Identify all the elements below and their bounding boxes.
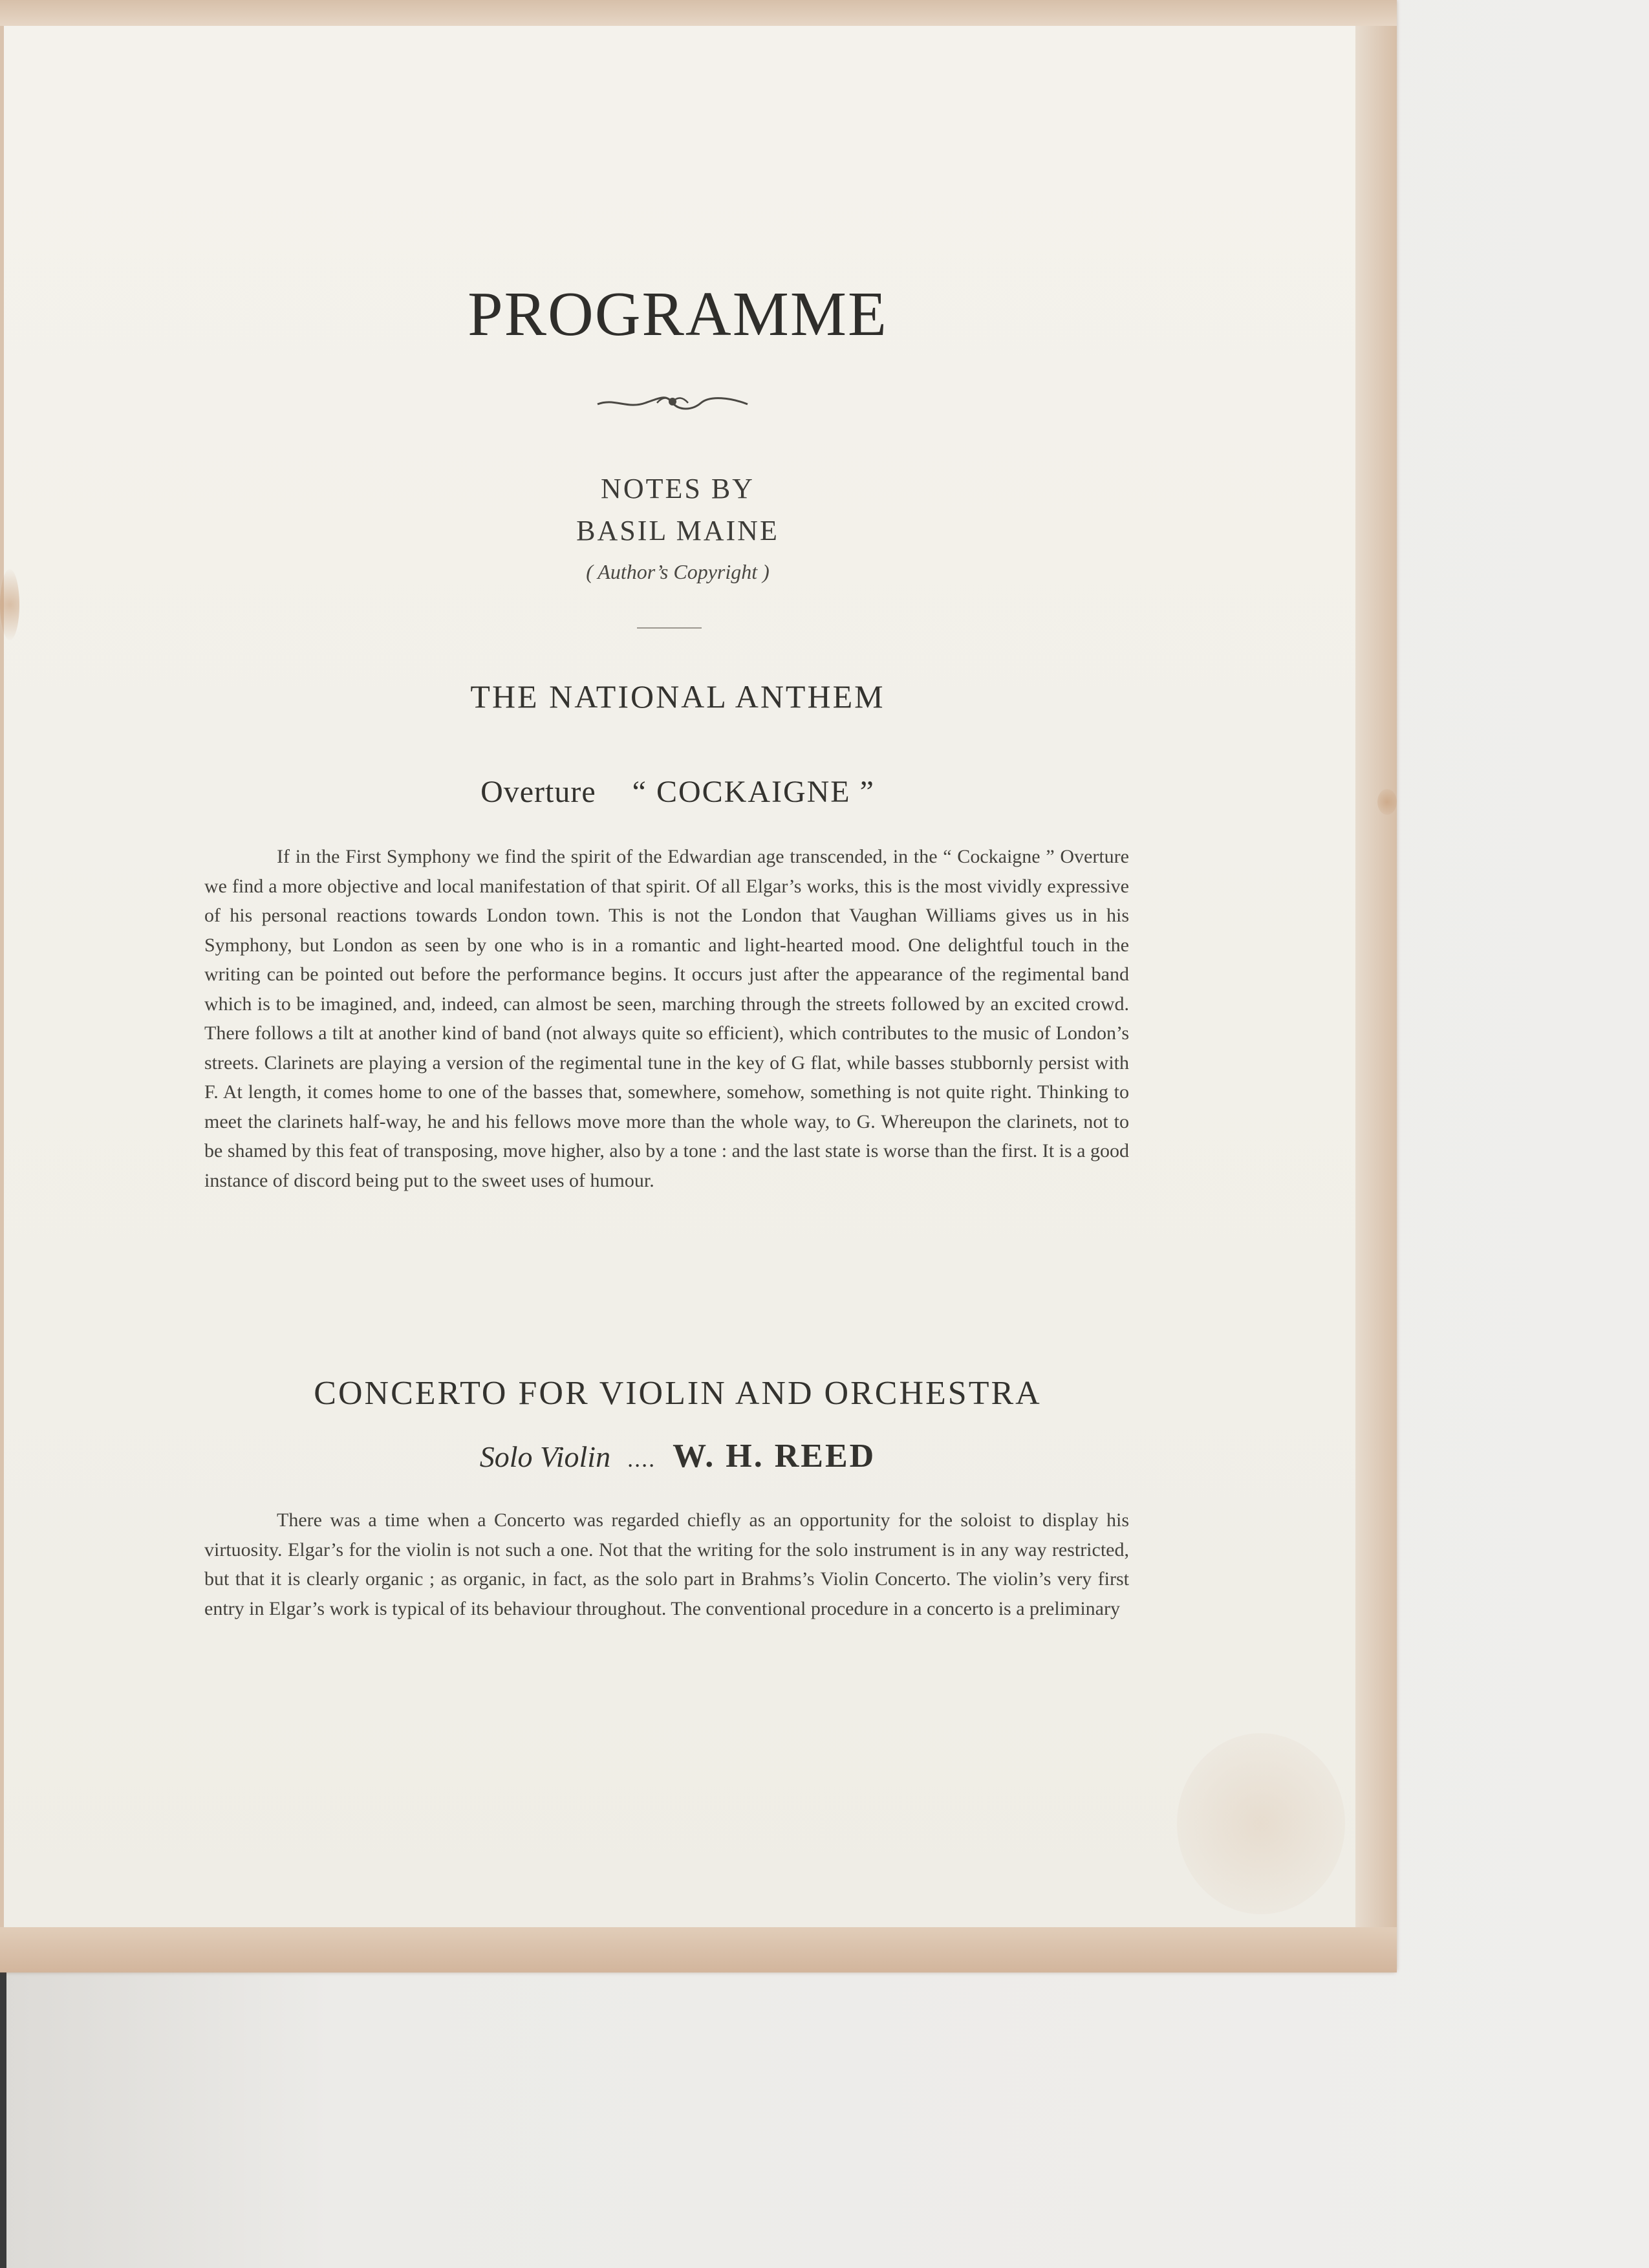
section-heading-national-anthem: THE NATIONAL ANTHEM xyxy=(470,678,885,715)
divider-rule xyxy=(637,627,702,629)
section-heading-overture xyxy=(0,774,1355,810)
copyright-note: ( Author’s Copyright ) xyxy=(586,560,770,583)
foxing-spot xyxy=(1377,789,1397,815)
page-edge-bottom xyxy=(0,1927,1397,1972)
overture-prefix: Overture xyxy=(480,775,596,809)
page-edge-right xyxy=(1355,26,1397,1927)
solo-label: Solo Violin xyxy=(479,1440,611,1473)
soloist-name: W. H. REED xyxy=(673,1438,876,1474)
notes-by-label: NOTES BY xyxy=(601,473,755,504)
page-title: PROGRAMME xyxy=(468,279,888,349)
scanner-edge xyxy=(0,1927,6,2268)
concerto-notes xyxy=(204,1506,1129,1623)
solo-dots: .... xyxy=(627,1446,656,1472)
soloist-credit xyxy=(0,1437,1355,1475)
overture-notes xyxy=(204,842,1129,1195)
author-name: BASIL MAINE xyxy=(576,515,779,546)
flourish-ornament-icon xyxy=(595,391,750,415)
section-heading-concerto: CONCERTO FOR VIOLIN AND ORCHESTRA xyxy=(314,1375,1042,1412)
overture-title: “ COCKAIGNE ” xyxy=(632,775,875,809)
concerto-notes-text: There was a time when a Concerto was regarded chiefly as an opportunity for the soloist to display his virtuosity. Elgar’s for the violin is not such a one. Not that the writing for the solo instrument is in any way restricted, but that it is clearly organic ; as organic, in fact, as the solo part in Brahms’s Violin Concerto. The violin’s very first entry in Elgar’s work is typical of its behaviour throughout. The conventional procedure in a concerto is a preliminary xyxy=(204,1509,1129,1619)
overture-notes-text: If in the First Symphony we find the spirit of the Edwardian age transcended, in the “ Cockaigne ” Overture we find a more objective and local manifestation of that spirit. Of all Elgar’s works, this is the most vividly expressive of his personal reactions towards London town. This is not the London that Vaughan Williams gives us in his Symphony, but London as seen by one who is in a romantic and light-hearted mood. One delightful touch in the writing can be pointed out before the performance begins. It occurs just after the appearance of the regimental band which is to be imagined, and, indeed, can almost be seen, marching through the streets followed by an excited crowd. There follows a tilt at another kind of band (not always quite so efficient), which contributes to the music of London’s streets. Clarinets are playing a version of the regimental tune in the key of G flat, while basses stubbornly persist with F. At length, it comes home to one of the basses that, somewhere, somehow, something is not quite right. Thinking to meet the clarinets half-way, he and his fellows move more than the whole way, to G. Whereupon the clarinets, not to be shamed by this feat of transposing, move higher, also by a tone : and the last state is worse than the first. It is a good instance of discord being put to the sweet uses of humour. xyxy=(204,846,1129,1191)
